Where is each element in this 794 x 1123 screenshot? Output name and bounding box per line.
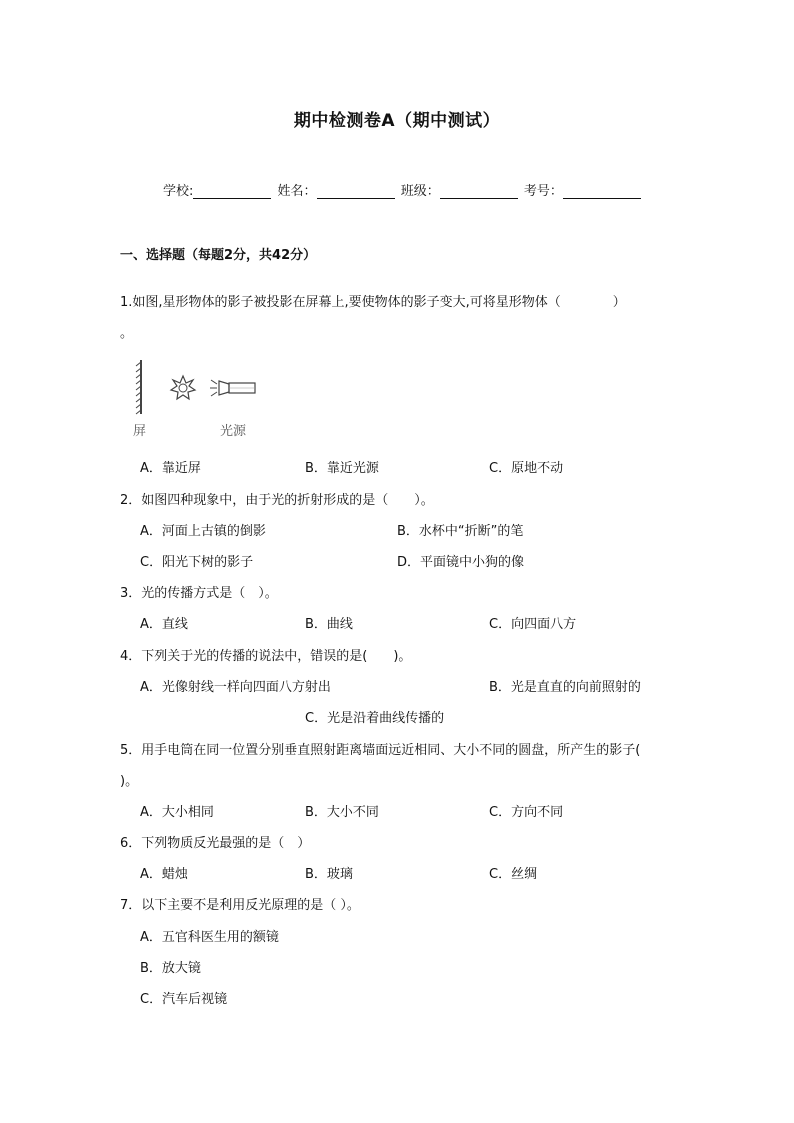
question-7-stem: 7．以下主要不是利用反光原理的是（ ）。 bbox=[120, 898, 360, 913]
exam-number-label: 考号： bbox=[523, 184, 563, 199]
student-info-row bbox=[163, 180, 643, 199]
question-4-stem: 4．下列关于光的传播的说法中，错误的是( )。 bbox=[120, 649, 412, 664]
question-6-option-c[interactable]: C．丝绸 bbox=[489, 867, 538, 882]
class-label: 班级： bbox=[400, 184, 440, 199]
shadow-diagram-svg bbox=[125, 356, 285, 442]
question-2-option-c[interactable]: C．阳光下树的影子 bbox=[140, 555, 254, 570]
question-3-option-c[interactable]: C．向四面八方 bbox=[489, 617, 577, 632]
question-4-option-c[interactable]: C．光是沿着曲线传播的 bbox=[305, 711, 445, 726]
school-blank[interactable] bbox=[193, 184, 271, 199]
question-1-option-c[interactable]: C．原地不动 bbox=[489, 461, 564, 476]
question-2-option-b[interactable]: B．水杯中“折断”的笔 bbox=[397, 524, 524, 539]
question-1-option-a[interactable]: A．靠近屏 bbox=[140, 461, 201, 476]
name-blank[interactable] bbox=[317, 184, 395, 199]
question-1-option-b[interactable]: B．靠近光源 bbox=[305, 461, 379, 476]
question-3-stem: 3．光的传播方式是（ ）。 bbox=[120, 586, 278, 601]
shadow-diagram bbox=[125, 356, 285, 442]
class-blank[interactable] bbox=[440, 184, 518, 199]
question-3-option-a[interactable]: A．直线 bbox=[140, 617, 188, 632]
question-4-option-b[interactable]: B．光是直直的向前照射的 bbox=[489, 680, 641, 695]
question-1-stem: 1.如图,星形物体的影子被投影在屏幕上,要使物体的影子变大,可将星形物体（ ） bbox=[120, 295, 626, 310]
question-2-option-a[interactable]: A．河面上古镇的倒影 bbox=[140, 524, 266, 539]
screen-icon bbox=[136, 360, 141, 414]
question-7-option-a[interactable]: A．五官科医生用的额镜 bbox=[140, 930, 279, 945]
name-label: 姓名： bbox=[277, 184, 317, 199]
question-2-stem: 2．如图四种现象中，由于光的折射形成的是（ ）。 bbox=[120, 493, 434, 508]
flashlight-icon bbox=[210, 380, 255, 396]
question-7-option-b[interactable]: B．放大镜 bbox=[140, 961, 201, 976]
star-object-icon bbox=[171, 376, 195, 399]
question-5-option-c[interactable]: C．方向不同 bbox=[489, 805, 564, 820]
question-6-option-b[interactable]: B．玻璃 bbox=[305, 867, 353, 882]
question-5-option-a[interactable]: A．大小相同 bbox=[140, 805, 214, 820]
question-5-stem-continued: )。 bbox=[120, 774, 139, 789]
question-2-option-d[interactable]: D．平面镜中小狗的像 bbox=[397, 555, 525, 570]
question-7-option-c[interactable]: C．汽车后视镜 bbox=[140, 992, 228, 1007]
screen-label: 屏 bbox=[133, 424, 147, 439]
question-4-option-a[interactable]: A．光像射线一样向四面八方射出 bbox=[140, 680, 331, 695]
question-3-option-b[interactable]: B．曲线 bbox=[305, 617, 353, 632]
page-title: 期中检测卷A（期中测试） bbox=[293, 111, 501, 131]
light-source-label: 光源 bbox=[220, 424, 247, 439]
school-label: 学校: bbox=[163, 184, 194, 199]
question-6-option-a[interactable]: A．蜡烛 bbox=[140, 867, 188, 882]
section-heading: 一、选择题（每题2分，共42分） bbox=[120, 248, 317, 263]
exam-number-blank[interactable] bbox=[563, 184, 641, 199]
question-5-stem: 5．用手电筒在同一位置分别垂直照射距离墙面远近相同、大小不同的圆盘，所产生的影子( bbox=[120, 743, 641, 758]
question-1-stem-continued: 。 bbox=[120, 326, 134, 341]
question-5-option-b[interactable]: B．大小不同 bbox=[305, 805, 379, 820]
question-6-stem: 6．下列物质反光最强的是（ ） bbox=[120, 836, 311, 851]
